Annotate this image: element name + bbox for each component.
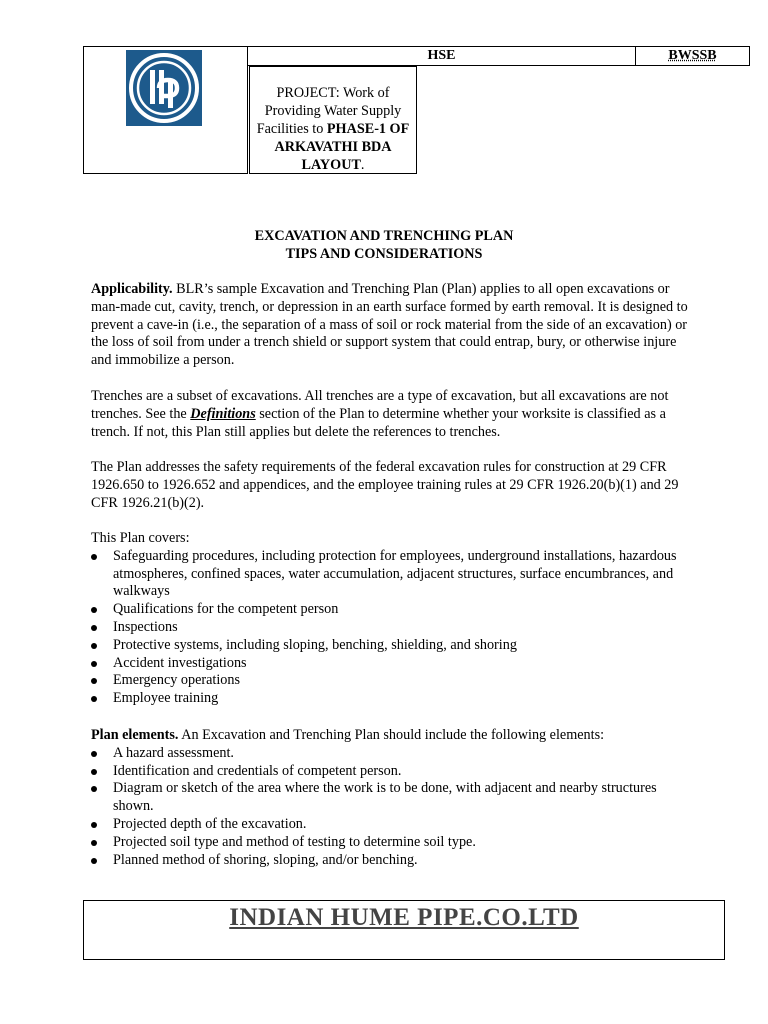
covers-section bbox=[91, 530, 691, 708]
list-item: Accident investigations bbox=[91, 655, 691, 673]
hse-label: HSE bbox=[427, 48, 456, 63]
list-item: Planned method of shoring, sloping, and/or benching. bbox=[91, 852, 691, 870]
applicability-paragraph bbox=[91, 281, 691, 370]
applicability-text: BLR’s sample Excavation and Trenching Plan (Plan) applies to all open excavations or man-made cut, cavity, trench, or depression in an earth surface formed by earth removal. It is designed to prevent a cave-in (i.e., the separation of a mass of soil or rock material from the side of an excavation) or the loss of soil from under a trench shield or support system that could entrap, bury, or otherwise injure and immobilize a person. bbox=[91, 281, 688, 369]
title-line-2: TIPS AND CONSIDERATIONS bbox=[285, 245, 483, 262]
elements-section bbox=[91, 727, 691, 869]
addresses-text: The Plan addresses the safety requirements of the federal excavation rules for construction at 29 CFR 1926.650 to 1926.652 and appendices, and the employee training rules at 29 CFR 1926.20(b)(1) and 29 CFR 1926.21(b)(2). bbox=[91, 459, 679, 511]
title-line-1: EXCAVATION AND TRENCHING PLAN bbox=[254, 228, 514, 244]
applicability-label: Applicability. bbox=[91, 281, 173, 297]
list-item: Safeguarding procedures, including protection for employees, underground installations, hazardous atmospheres, confined spaces, water accumulation, adjacent structures, surface encumbrances, and walkways bbox=[91, 548, 691, 601]
list-item: Diagram or sketch of the area where the work is to be done, with adjacent and nearby structures shown. bbox=[91, 780, 691, 816]
ihp-logo-icon bbox=[126, 50, 202, 126]
list-item: Qualifications for the competent person bbox=[91, 601, 691, 619]
elements-label: Plan elements. bbox=[91, 727, 179, 743]
list-item: Projected soil type and method of testing to determine soil type. bbox=[91, 834, 691, 852]
list-item: Emergency operations bbox=[91, 672, 691, 690]
covers-list bbox=[91, 548, 691, 708]
list-item: A hazard assessment. bbox=[91, 745, 691, 763]
project-name: PHASE-1 OF ARKAVATHI BDA LAYOUT bbox=[274, 121, 410, 173]
list-item: Protective systems, including sloping, benching, shielding, and shoring bbox=[91, 637, 691, 655]
trenches-text-after: section of the Plan to determine whether your worksite is classified as a trench. If not, this Plan still applies but delete the references to trenches. bbox=[91, 405, 666, 440]
trenches-text-before: Trenches are a subset of excavations. All trenches are a type of excavation, but all excavations are not trenches. See the bbox=[91, 388, 669, 422]
trenches-paragraph bbox=[91, 388, 691, 441]
elements-intro: An Excavation and Trenching Plan should include the following elements: bbox=[178, 727, 605, 743]
list-item: Inspections bbox=[91, 619, 691, 637]
addresses-paragraph bbox=[91, 459, 691, 512]
company-logo bbox=[126, 50, 202, 126]
company-name: INDIAN HUME PIPE.CO.LTD bbox=[229, 904, 579, 931]
hse-cell bbox=[247, 46, 636, 66]
client-label: BWSSB bbox=[668, 48, 717, 63]
elements-list bbox=[91, 745, 691, 870]
elements-intro-line bbox=[91, 727, 691, 745]
project-prefix: PROJECT: Work of Providing Water Supply Facilities to bbox=[256, 85, 402, 137]
list-item: Identification and credentials of competent person. bbox=[91, 763, 691, 781]
list-item: Employee training bbox=[91, 690, 691, 708]
client-cell bbox=[635, 46, 750, 66]
project-suffix: . bbox=[360, 157, 365, 173]
list-item: Projected depth of the excavation. bbox=[91, 816, 691, 834]
document-title bbox=[0, 228, 768, 263]
definitions-link[interactable]: Definitions bbox=[190, 405, 256, 422]
covers-intro: This Plan covers: bbox=[91, 530, 190, 546]
project-cell bbox=[249, 66, 417, 174]
